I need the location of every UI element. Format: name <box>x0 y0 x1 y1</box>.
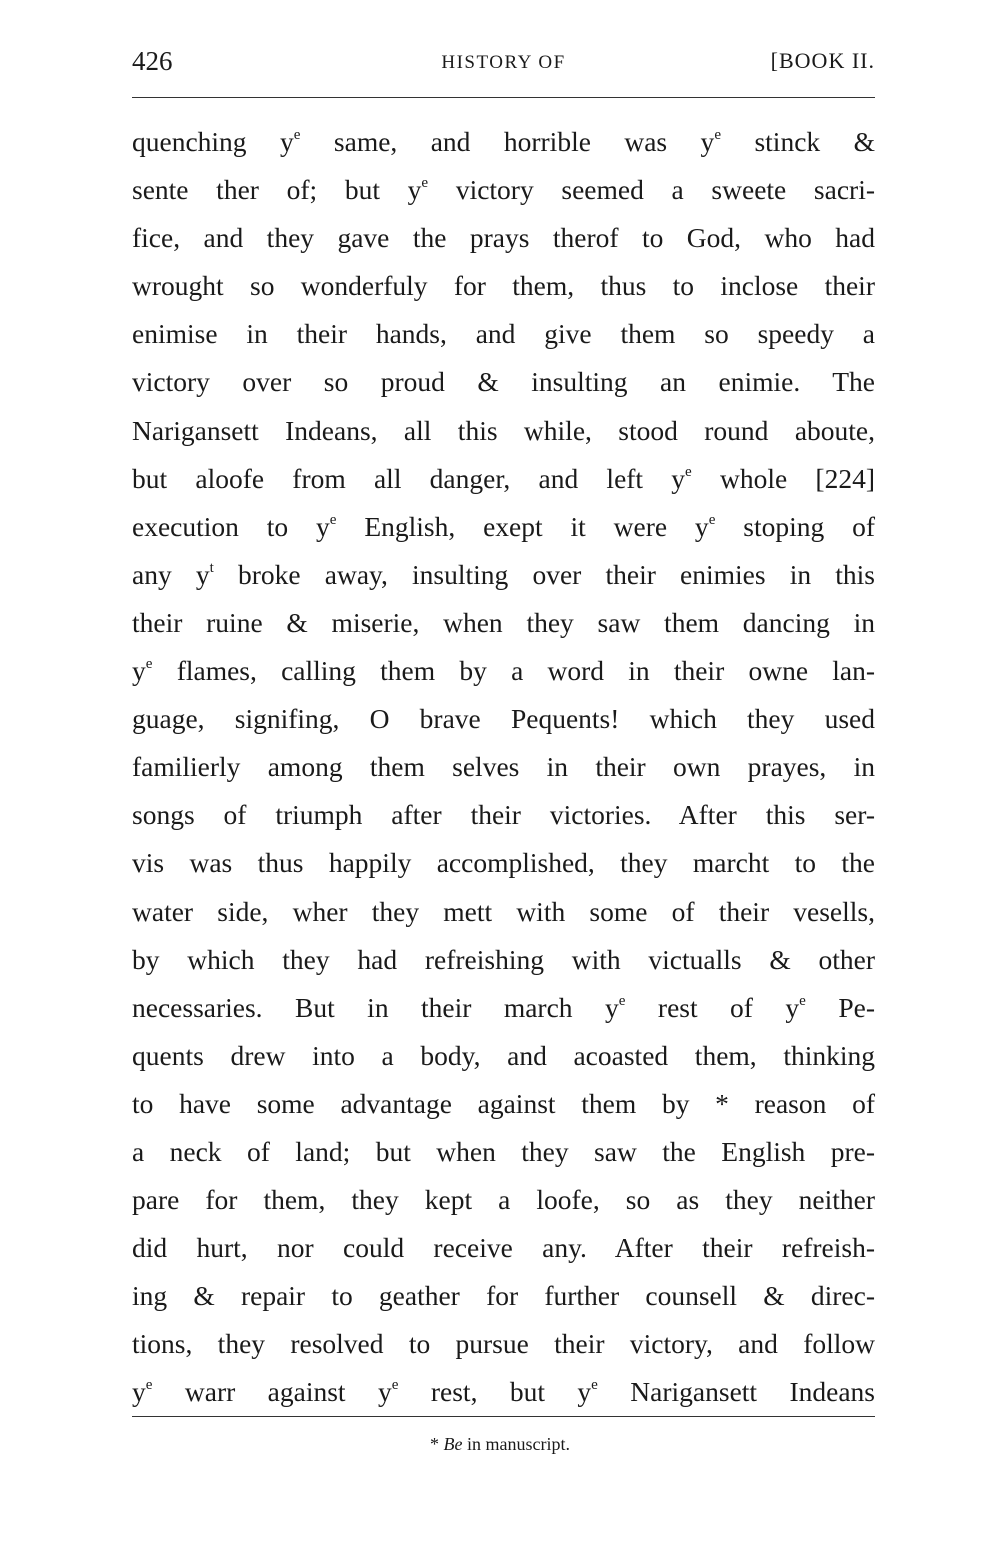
text-line: water side, wher they mett with some of their vesells, <box>132 895 875 927</box>
text-line: a neck of land; but when they saw the English pre- <box>132 1135 875 1167</box>
text-line: by which they had refreishing with victualls & other <box>132 943 875 975</box>
text-line: $y^e$ warr against $y^e$ rest, but $y^e$ Narigansett Indeans <box>132 1376 875 1408</box>
text-line: did hurt, nor could receive any. After their refreish- <box>132 1232 875 1264</box>
text-line: pare for them, they kept a loofe, so as they neither <box>132 1184 875 1216</box>
text-line: sente ther of; but $y^e$ victory seemed a sweete sacri- <box>132 174 875 206</box>
text-line: to have some advantage against them by * reason of <box>132 1087 875 1119</box>
footnote-rule <box>132 1416 875 1417</box>
footnote-text: in manuscript. <box>467 1434 570 1454</box>
body-text <box>132 118 875 1417</box>
text-line: vis was thus happily accomplished, they marcht to the <box>132 847 875 879</box>
footnote-marker: * <box>430 1434 440 1454</box>
text-line: ing & repair to geather for further counsell & direc- <box>132 1280 875 1312</box>
text-line: fice, and they gave the prays therof to God, who had <box>132 222 875 254</box>
running-header <box>132 46 875 86</box>
text-line: but aloofe from all danger, and left $y^e$ whole [224] <box>132 462 875 494</box>
text-line: quenching $y^e$ same, and horrible was $y^e$ stinck & <box>132 126 875 157</box>
text-line: any $y^t$ broke away, insulting over their enimies in this <box>132 558 875 590</box>
text-line: guage, signifing, O brave Pequents! which they used <box>132 703 875 735</box>
text-line: wrought so wonderfuly for them, thus to inclose their <box>132 270 875 302</box>
text-line: their ruine & miserie, when they saw them dancing in <box>132 606 875 638</box>
text-line: familierly among them selves in their own prayes, in <box>132 751 875 783</box>
text-line: enimise in their hands, and give them so speedy a <box>132 318 875 350</box>
text-line: victory over so proud & insulting an enimie. The <box>132 366 875 398</box>
text-line: tions, they resolved to pursue their victory, and follow <box>132 1328 875 1360</box>
text-line: $y^e$ flames, calling them by a word in their owne lan- <box>132 655 875 687</box>
footnote <box>0 1434 1000 1455</box>
book-reference: [BOOK II. <box>770 48 875 73</box>
text-line: execution to $y^e$ English, exept it were $y^e$ stoping of <box>132 510 876 542</box>
text-line: songs of triumph after their victories. After this ser- <box>132 799 875 831</box>
text-line: Narigansett Indeans, all this while, stood round aboute, <box>132 414 875 446</box>
header-rule <box>132 97 875 98</box>
text-line: quents drew into a body, and acoasted them, thinking <box>132 1039 875 1071</box>
text-line: necessaries. But in their march $y^e$ rest of $y^e$ Pe- <box>132 991 875 1023</box>
page-number: 426 <box>132 46 173 76</box>
footnote-word: Be <box>443 1434 463 1454</box>
running-title: HISTORY OF <box>441 52 566 73</box>
